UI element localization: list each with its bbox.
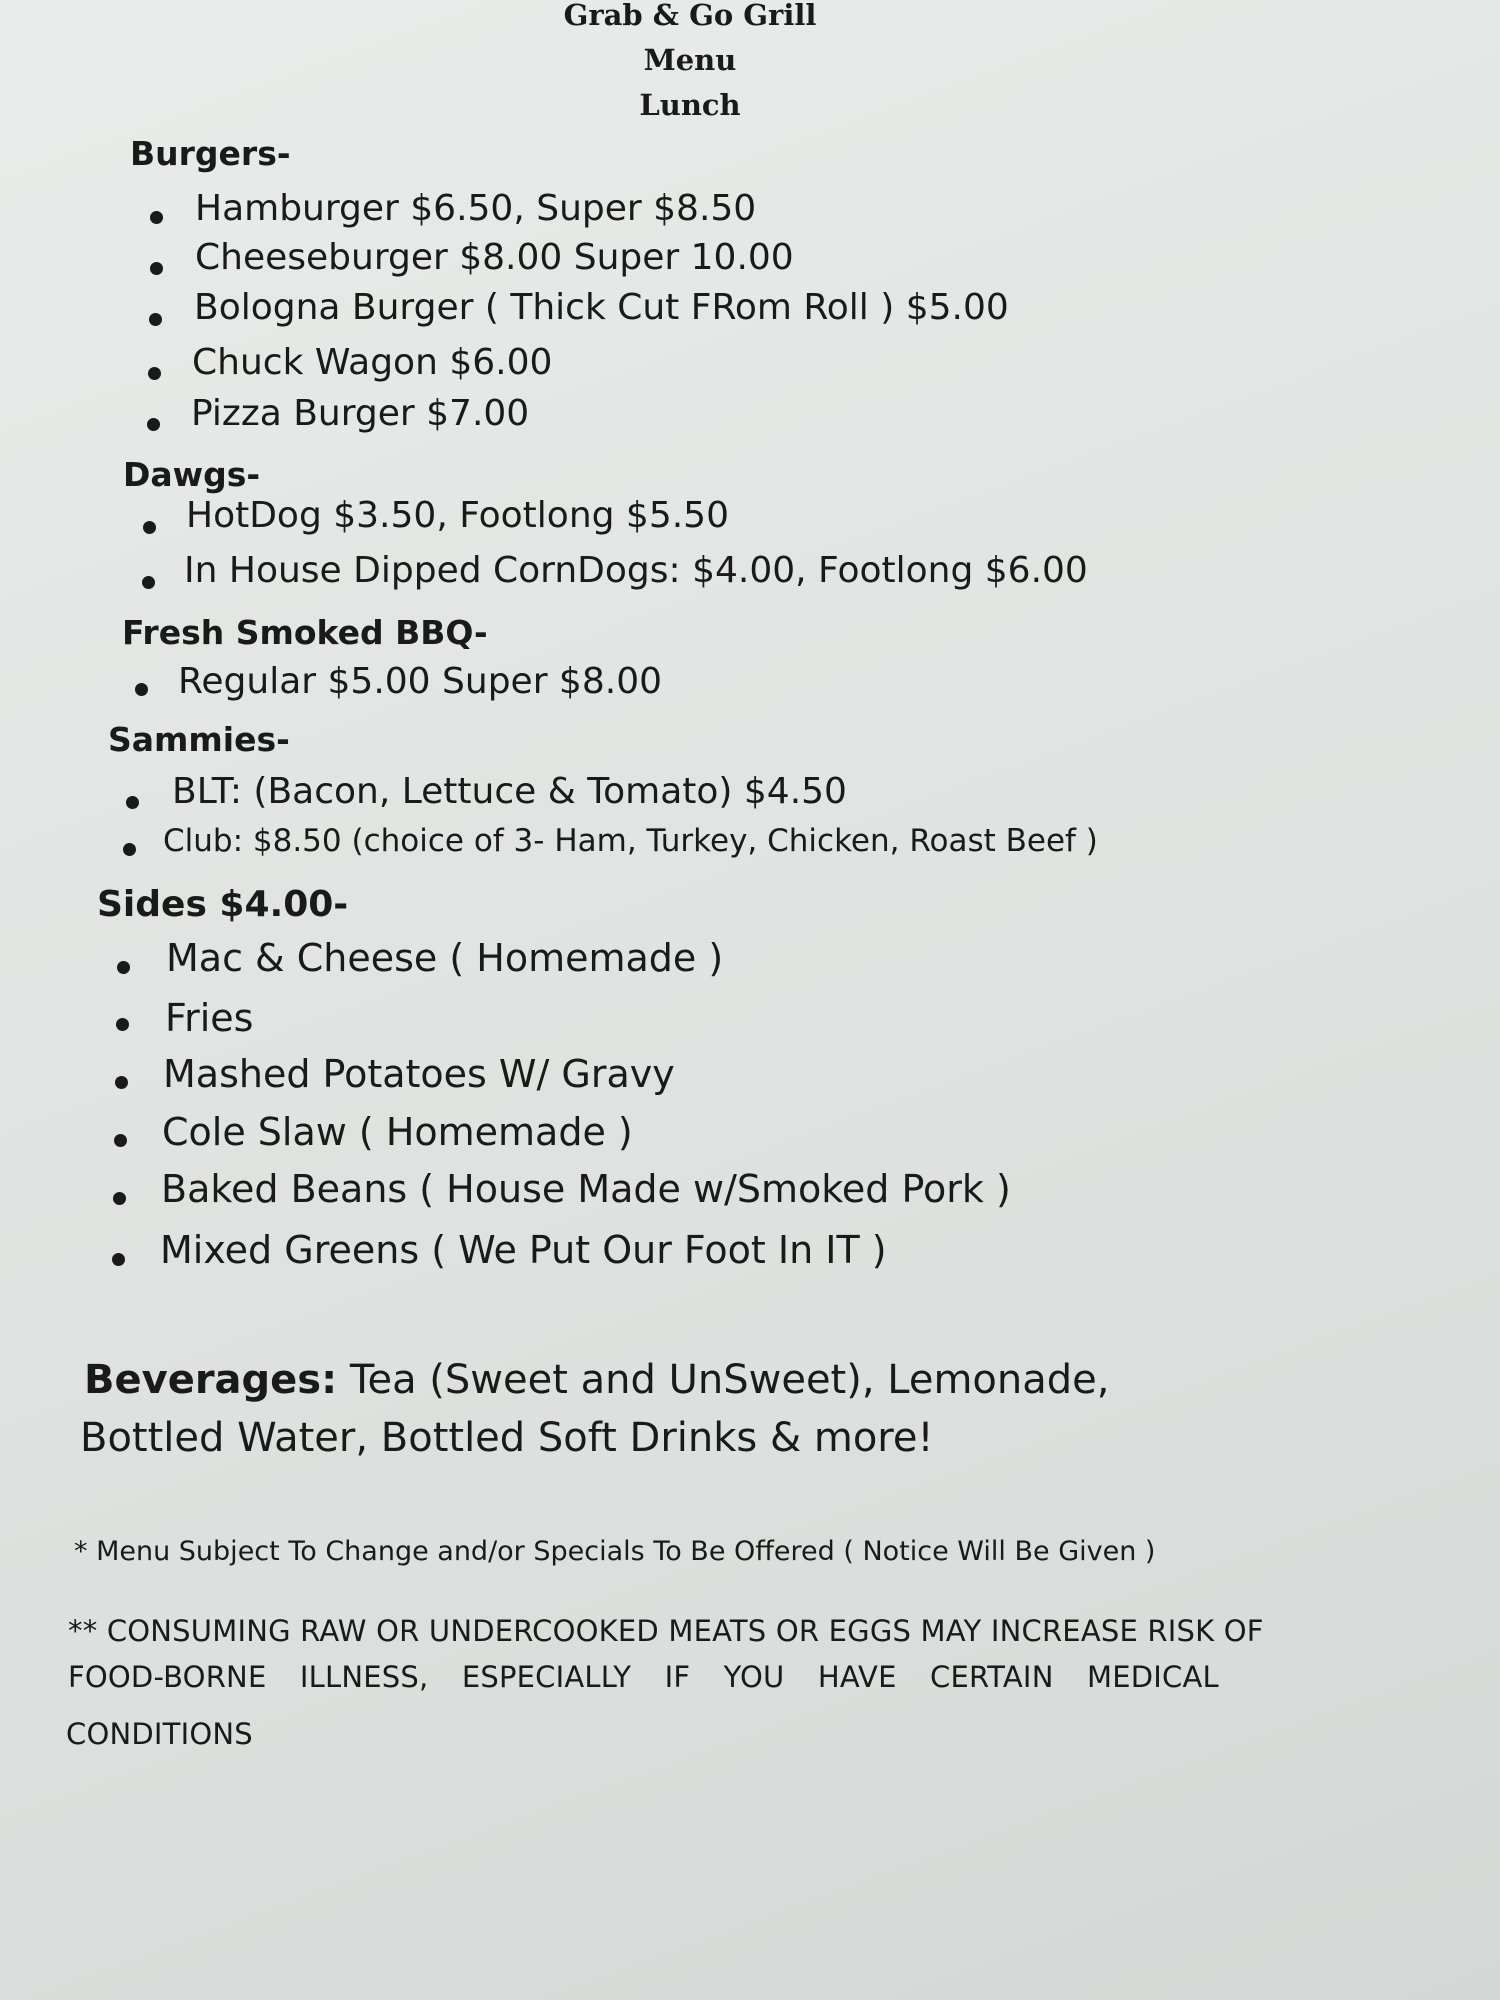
bullet-icon: [150, 211, 163, 224]
bullet-icon: [117, 961, 130, 974]
menu-item: BLT: (Bacon, Lettuce & Tomato) $4.50: [172, 771, 847, 812]
menu-title: Menu: [643, 43, 737, 77]
bullet-icon: [113, 1192, 126, 1205]
bullet-icon: [149, 313, 162, 326]
menu-item: Cole Slaw ( Homemade ): [162, 1110, 633, 1154]
bullet-icon: [126, 796, 139, 809]
meal-title: Lunch: [639, 88, 741, 122]
health-warning-line-1: ** CONSUMING RAW OR UNDERCOOKED MEATS OR EGGS MAY INCREASE RISK OF: [68, 1614, 1264, 1648]
menu-item: Cheeseburger $8.00 Super 10.00: [195, 237, 794, 278]
bullet-icon: [112, 1253, 125, 1266]
bullet-icon: [123, 843, 136, 856]
menu-item: In House Dipped CornDogs: $4.00, Footlong $6.00: [184, 550, 1088, 591]
menu-item: Hamburger $6.50, Super $8.50: [195, 188, 757, 229]
beverages-line-2: Bottled Water, Bottled Soft Drinks & more!: [80, 1415, 934, 1461]
section-title-bbq: Fresh Smoked BBQ-: [122, 613, 488, 652]
bullet-icon: [116, 1018, 129, 1031]
section-title-burgers: Burgers-: [130, 134, 291, 173]
bullet-icon: [115, 1076, 128, 1089]
menu-item: Chuck Wagon $6.00: [192, 342, 553, 383]
bullet-icon: [147, 418, 160, 431]
health-warning-line-2: FOOD-BORNE ILLNESS, ESPECIALLY IF YOU HAVE CERTAIN MEDICAL: [68, 1660, 1219, 1694]
menu-change-notice: * Menu Subject To Change and/or Specials To Be Offered ( Notice Will Be Given ): [74, 1536, 1156, 1567]
menu-item: Mixed Greens ( We Put Our Foot In IT ): [160, 1228, 887, 1272]
menu-item: Regular $5.00 Super $8.00: [178, 661, 662, 702]
health-warning-line-3: CONDITIONS: [66, 1717, 253, 1751]
section-title-sammies: Sammies-: [108, 720, 290, 759]
menu-item: Mashed Potatoes W/ Gravy: [163, 1052, 675, 1096]
menu-item: Baked Beans ( House Made w/Smoked Pork ): [161, 1167, 1011, 1211]
menu-item: Club: $8.50 (choice of 3- Ham, Turkey, Chicken, Roast Beef ): [163, 823, 1098, 859]
section-title-dawgs: Dawgs-: [123, 455, 261, 494]
bullet-icon: [114, 1134, 127, 1147]
menu-item: Fries: [165, 996, 254, 1040]
beverages-text: Tea (Sweet and UnSweet), Lemonade,: [337, 1357, 1110, 1403]
bullet-icon: [148, 367, 161, 380]
menu-item: HotDog $3.50, Footlong $5.50: [186, 495, 729, 536]
beverages-label: Beverages:: [84, 1357, 338, 1403]
menu-item: Bologna Burger ( Thick Cut FRom Roll ) $5.00: [194, 287, 1009, 328]
bullet-icon: [142, 576, 155, 589]
beverages-line-1: [84, 1357, 1109, 1403]
section-title-sides: Sides $4.00-: [97, 884, 349, 925]
bullet-icon: [150, 262, 163, 275]
menu-item: Mac & Cheese ( Homemade ): [166, 936, 724, 980]
menu-item: Pizza Burger $7.00: [191, 393, 530, 434]
bullet-icon: [135, 683, 148, 696]
bullet-icon: [143, 521, 156, 534]
restaurant-name: Grab & Go Grill: [563, 0, 817, 32]
